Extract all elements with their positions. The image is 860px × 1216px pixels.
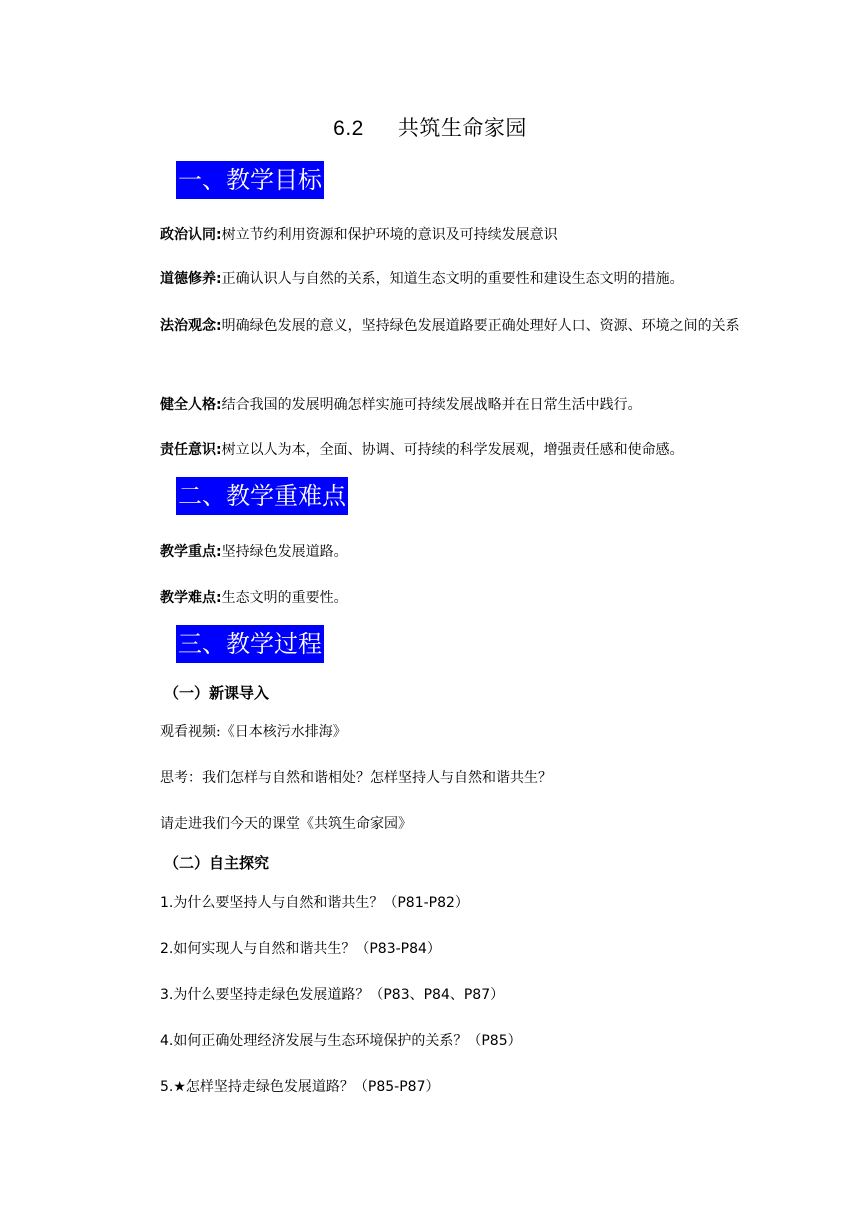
objective-personality <box>160 393 740 417</box>
objective-moral <box>160 267 740 291</box>
intro-line: 观看视频:《日本核污水排海》 <box>160 724 347 740</box>
objective-text: 树立以人为本，全面、协调、可持续的科学发展观，增强责任感和使命感。 <box>221 442 684 458</box>
objective-text: 明确绿色发展的意义，坚持绿色发展道路要正确处理好人口、资源、环境之间的关系 <box>221 318 740 334</box>
objective-political <box>160 223 740 247</box>
objective-text: 树立节约利用资源和保护环境的意识及可持续发展意识 <box>221 227 558 243</box>
objective-label: 道德修养: <box>160 271 222 287</box>
lesson-number: 6.2 <box>333 117 364 140</box>
objective-label: 责任意识: <box>160 442 222 458</box>
key-point-text: 坚持绿色发展道路。 <box>221 544 348 560</box>
objective-label: 法治观念: <box>160 318 222 334</box>
explore-question: 1.为什么要坚持人与自然和谐共生？（P81-P82） <box>160 895 469 911</box>
explore-question: 2.如何实现人与自然和谐共生？（P83-P84） <box>160 941 441 957</box>
intro-line: 思考：我们怎样与自然和谐相处？怎样坚持人与自然和谐共生？ <box>160 770 552 786</box>
explore-question: 5.★怎样坚持走绿色发展道路？（P85-P87） <box>160 1079 440 1095</box>
section-heading-process: 三、教学过程 <box>176 625 324 663</box>
subheading-explore: （二）自主探究 <box>164 854 270 872</box>
objective-text: 结合我国的发展明确怎样实施可持续发展战略并在日常生活中践行。 <box>221 397 642 413</box>
lesson-name: 共筑生命家园 <box>397 116 527 140</box>
objective-text: 正确认识人与自然的关系，知道生态文明的重要性和建设生态文明的措施。 <box>221 271 684 287</box>
objective-label: 健全人格: <box>160 397 222 413</box>
intro-line: 请走进我们今天的课堂《共筑生命家园》 <box>160 816 412 832</box>
objective-responsibility <box>160 438 740 462</box>
key-point-label: 教学重点: <box>160 544 222 560</box>
explore-question: 4.如何正确处理经济发展与生态环境保护的关系？（P85） <box>160 1033 522 1049</box>
section-heading-key-points: 二、教学重难点 <box>176 477 348 515</box>
lesson-title <box>0 112 860 145</box>
subheading-intro: （一）新课导入 <box>164 684 270 702</box>
difficult-point <box>160 586 740 610</box>
explore-question: 3.为什么要坚持走绿色发展道路？（P83、P84、P87） <box>160 987 505 1003</box>
key-point <box>160 540 740 564</box>
difficult-point-text: 生态文明的重要性。 <box>221 590 348 606</box>
objective-law <box>160 313 740 339</box>
objective-label: 政治认同: <box>160 227 222 243</box>
section-heading-objectives: 一、教学目标 <box>176 161 324 199</box>
difficult-point-label: 教学难点: <box>160 590 222 606</box>
